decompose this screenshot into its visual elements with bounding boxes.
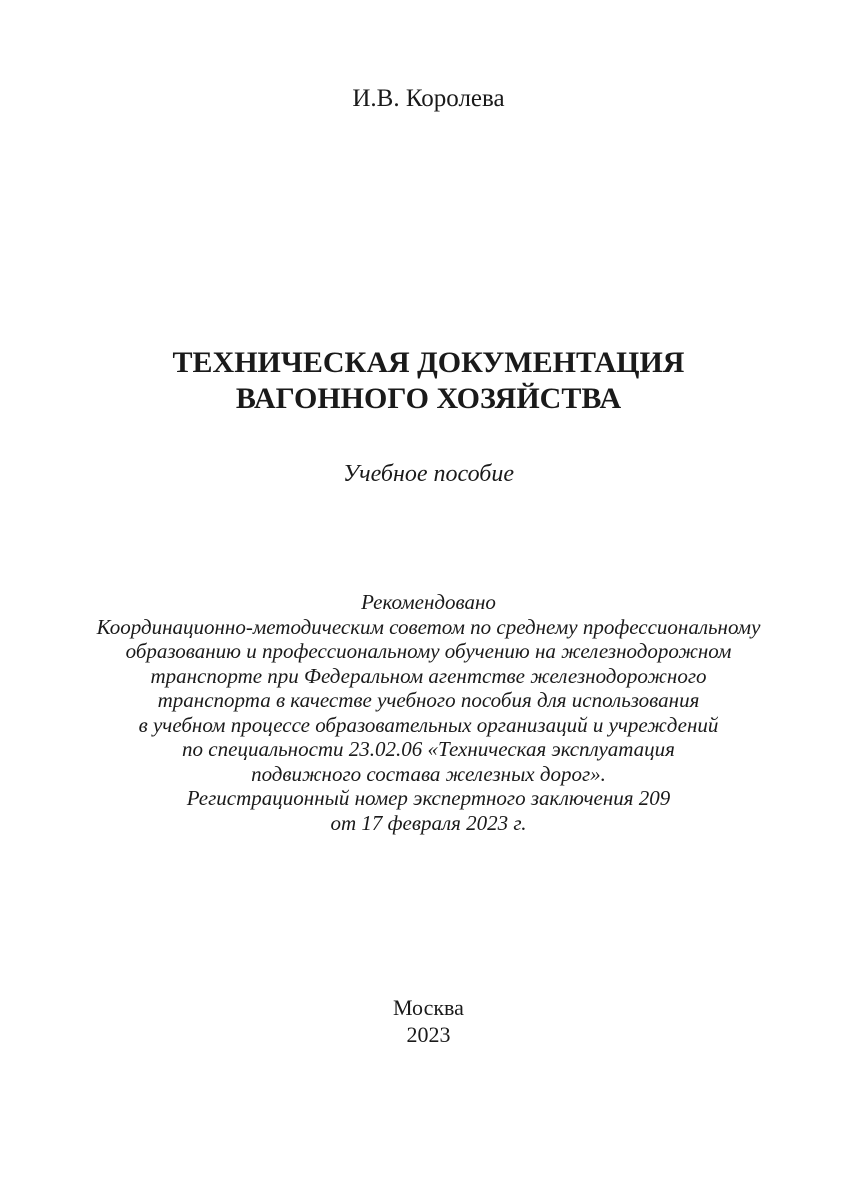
imprint — [0, 994, 857, 1048]
approval-line: Рекомендовано — [361, 590, 496, 614]
approval-line: в учебном процессе образовательных организаций и учреждений — [138, 712, 719, 737]
book-subtitle: Учебное пособие — [342, 461, 515, 487]
approval-line: транспорта в качестве учебного пособия для использования — [157, 688, 700, 712]
approval-line: подвижного состава железных дорог». — [251, 761, 606, 786]
book-title-line: ТЕХНИЧЕСКАЯ ДОКУМЕНТАЦИЯ — [172, 346, 685, 379]
approval-line: образованию и профессиональному обучению на железнодорожном — [125, 639, 732, 663]
imprint-city: Москва — [393, 995, 464, 1020]
author-name: И.В. Королева — [352, 85, 505, 112]
approval-line: Регистрационный номер экспертного заключения 209 — [186, 786, 671, 810]
approval-line: от 17 февраля 2023 г. — [330, 810, 527, 835]
book-title-line: ВАГОННОГО ХОЗЯЙСТВА — [235, 382, 622, 415]
approval-statement — [0, 590, 857, 835]
approval-line: Координационно-методическим советом по среднему профессиональному — [96, 614, 761, 639]
book-title — [0, 345, 857, 417]
approval-line: транспорте при Федеральном агентстве железнодорожного — [150, 663, 707, 688]
imprint-year: 2023 — [406, 1022, 451, 1047]
approval-line: по специальности 23.02.06 «Техническая эксплуатация — [182, 737, 675, 761]
